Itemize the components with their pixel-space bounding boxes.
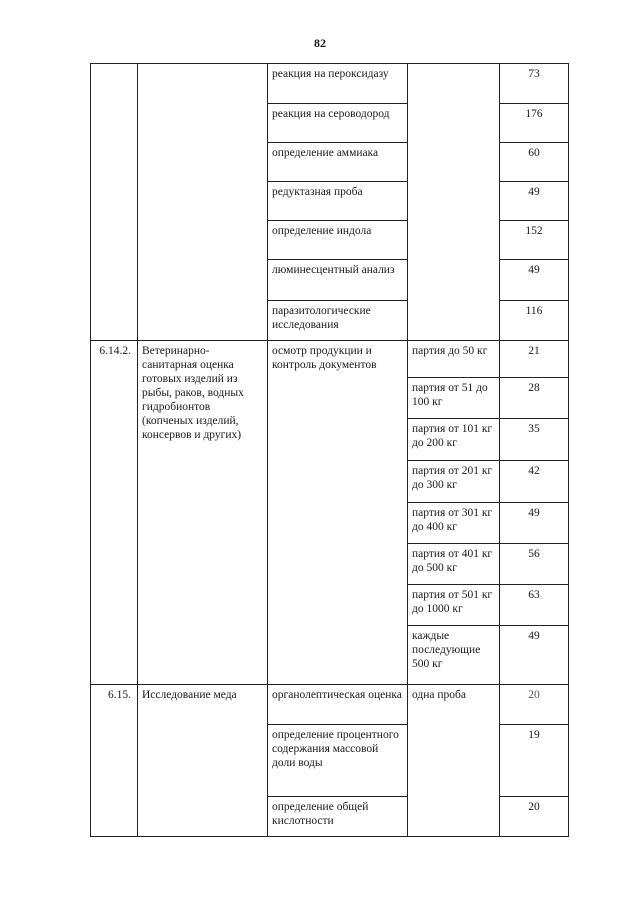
price-cell: 49 — [500, 260, 569, 301]
unit-cell: партия от 401 кг до 500 кг — [408, 544, 500, 585]
number-cell: 6.14.2. — [91, 341, 138, 685]
table-row — [91, 341, 569, 378]
unit-cell: партия от 201 кг до 300 кг — [408, 461, 500, 503]
method-cell: определение процентного содержания массовой доли воды — [268, 725, 408, 797]
name-cell: Ветеринарно-санитарная оценка готовых изделий из рыбы, раков, водных гидробионтов (копченых изделий, консервов и других) — [138, 341, 268, 685]
price-cell: 42 — [500, 461, 569, 503]
price-cell: 116 — [500, 301, 569, 341]
name-cell: Исследование меда — [138, 685, 268, 837]
price-cell: 60 — [500, 143, 569, 182]
number-cell — [91, 64, 138, 341]
method-cell: паразитологические исследования — [268, 301, 408, 341]
unit-cell: партия от 301 кг до 400 кг — [408, 503, 500, 544]
price-cell: 152 — [500, 221, 569, 260]
price-table — [90, 63, 569, 837]
number-cell: 6.15. — [91, 685, 138, 837]
method-cell: определение аммиака — [268, 143, 408, 182]
method-cell: реакция на пероксидазу — [268, 64, 408, 104]
unit-cell — [408, 64, 500, 341]
price-cell: 20 — [500, 685, 569, 725]
price-cell: 56 — [500, 544, 569, 585]
price-cell: 63 — [500, 585, 569, 626]
unit-cell: партия до 50 кг — [408, 341, 500, 378]
method-cell: реакция на сероводород — [268, 104, 408, 143]
page-number: 82 — [314, 36, 326, 50]
price-cell: 49 — [500, 182, 569, 221]
table-row — [91, 685, 569, 725]
name-cell — [138, 64, 268, 341]
price-cell: 19 — [500, 725, 569, 797]
unit-cell: партия от 51 до 100 кг — [408, 378, 500, 419]
price-cell: 176 — [500, 104, 569, 143]
method-cell: люминесцентный анализ — [268, 260, 408, 301]
method-cell: определение индола — [268, 221, 408, 260]
price-cell: 28 — [500, 378, 569, 419]
method-cell: осмотр продукции и контроль документов — [268, 341, 408, 685]
price-cell: 49 — [500, 626, 569, 685]
table-row — [91, 64, 569, 104]
unit-cell: одна проба — [408, 685, 500, 837]
method-cell: редуктазная проба — [268, 182, 408, 221]
price-cell: 49 — [500, 503, 569, 544]
price-cell: 35 — [500, 419, 569, 461]
price-cell: 73 — [500, 64, 569, 104]
price-cell: 20 — [500, 797, 569, 837]
method-cell: определение общей кислотности — [268, 797, 408, 837]
unit-cell: партия от 501 кг до 1000 кг — [408, 585, 500, 626]
price-cell: 21 — [500, 341, 569, 378]
unit-cell: партия от 101 кг до 200 кг — [408, 419, 500, 461]
method-cell: органолептическая оценка — [268, 685, 408, 725]
unit-cell: каждые последующие 500 кг — [408, 626, 500, 685]
